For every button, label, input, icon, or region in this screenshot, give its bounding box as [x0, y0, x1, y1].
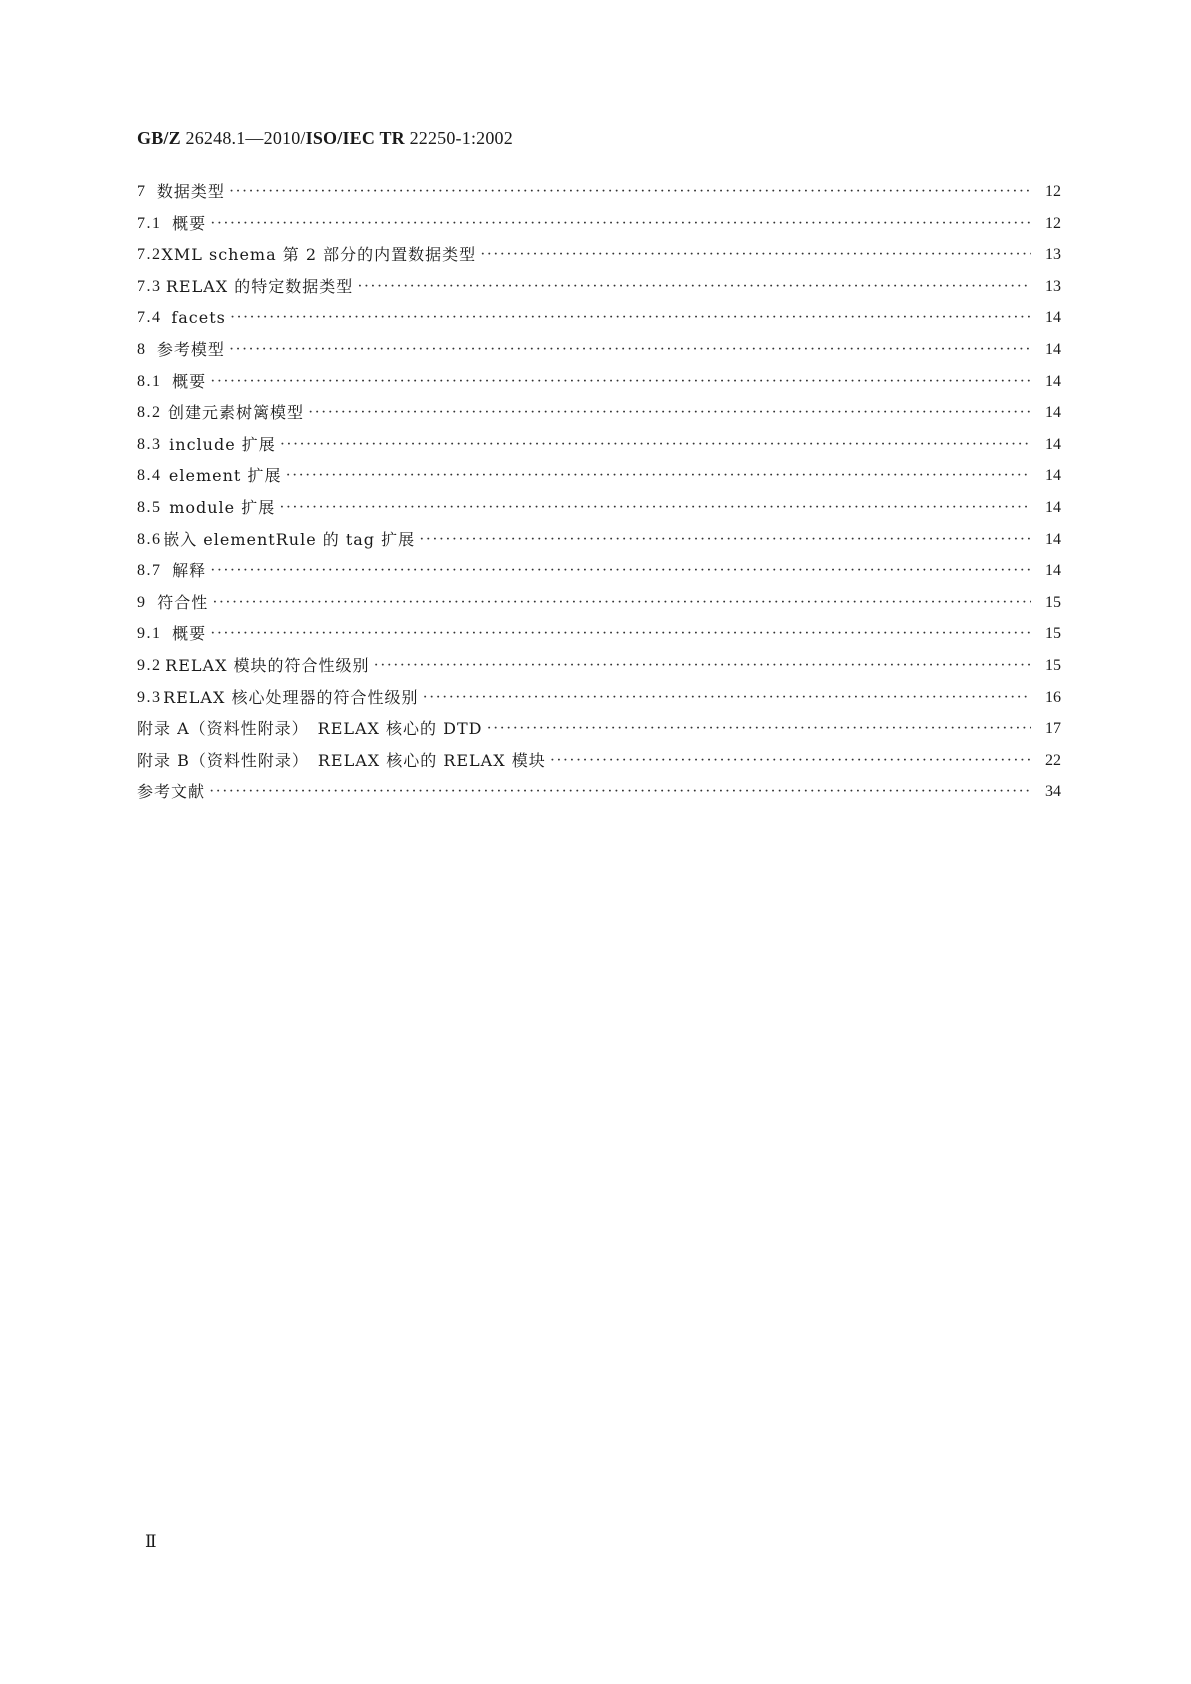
toc-entry-number: 8.6 — [137, 530, 162, 548]
toc-entry-title: 概要 — [172, 624, 207, 644]
toc-dot-leader — [285, 465, 1031, 487]
toc-entry-title: 参考文献 — [137, 782, 206, 802]
toc-entry-number: 7 — [137, 183, 147, 200]
toc-dot-leader — [210, 213, 1031, 235]
toc-entry-page: 14 — [1045, 498, 1061, 516]
toc-entry-title: include 扩展 — [169, 434, 276, 454]
toc-entry-title: 数据类型 — [156, 182, 225, 201]
toc-entry-number: 7.3 — [137, 277, 162, 295]
document-header — [137, 128, 513, 149]
toc-entry-page: 15 — [1045, 656, 1061, 674]
toc-entry-page: 14 — [1045, 562, 1061, 580]
toc-entry-page: 34 — [1045, 783, 1061, 801]
toc-dot-leader — [419, 529, 1031, 551]
toc-dot-leader — [422, 687, 1031, 709]
toc-entry[interactable] — [137, 371, 1061, 403]
toc-entry-number: 8.3 — [137, 435, 162, 453]
toc-entry-title: RELAX 的特定数据类型 — [165, 276, 354, 296]
toc-entry-number: 7.4 — [137, 309, 162, 327]
toc-dot-leader — [374, 655, 1031, 677]
toc-entry-page: 14 — [1045, 372, 1061, 390]
toc-dot-leader — [212, 592, 1031, 614]
toc-entry-page: 17 — [1045, 720, 1061, 738]
toc-entry-number: 8.1 — [137, 372, 162, 390]
toc-entry-title: element 扩展 — [168, 466, 282, 486]
toc-entry[interactable] — [137, 750, 1061, 782]
toc-entry-number: 8.5 — [137, 498, 162, 516]
toc-entry-page: 12 — [1045, 214, 1061, 232]
toc-entry-page: 13 — [1045, 277, 1061, 295]
header-standard-prefix: GB/Z — [137, 128, 181, 148]
toc-entry[interactable] — [137, 339, 1061, 371]
toc-entry[interactable] — [137, 592, 1061, 624]
toc-entry[interactable] — [137, 434, 1061, 466]
table-of-contents — [137, 181, 1061, 813]
toc-dot-leader — [357, 276, 1031, 298]
toc-entry-number: 9.1 — [137, 625, 162, 643]
header-standard-number: 26248.1—2010/ — [185, 128, 306, 148]
toc-entry-number: 7.2 — [137, 246, 162, 264]
toc-dot-leader — [550, 750, 1031, 772]
toc-entry[interactable] — [137, 718, 1061, 750]
page-number: Ⅱ — [145, 1532, 157, 1551]
toc-entry[interactable] — [137, 781, 1061, 813]
toc-entry-page: 14 — [1045, 309, 1061, 327]
toc-dot-leader — [210, 371, 1031, 393]
toc-entry-page: 14 — [1045, 435, 1061, 453]
toc-entry[interactable] — [137, 402, 1061, 434]
toc-entry-title: module 扩展 — [169, 497, 276, 517]
toc-dot-leader — [486, 718, 1031, 740]
toc-entry[interactable] — [137, 687, 1061, 719]
toc-entry-page: 22 — [1045, 751, 1061, 769]
toc-entry-title: RELAX 核心处理器的符合性级别 — [163, 687, 419, 707]
toc-dot-leader — [229, 181, 1031, 203]
toc-entry-page: 14 — [1045, 404, 1061, 422]
toc-entry-title: 概要 — [172, 371, 207, 391]
toc-entry-title: 创建元素树篱模型 — [167, 403, 304, 423]
toc-dot-leader — [308, 402, 1031, 424]
header-iso-number: 22250-1:2002 — [409, 128, 513, 148]
toc-entry-number: 9.3 — [137, 688, 162, 706]
toc-entry-number: 9.2 — [137, 656, 162, 674]
toc-entry-title: RELAX 模块的符合性级别 — [165, 655, 370, 675]
toc-dot-leader — [280, 434, 1031, 456]
toc-entry-page: 15 — [1045, 593, 1061, 611]
toc-entry-title: 附录 B（资料性附录） RELAX 核心的 RELAX 模块 — [137, 750, 546, 770]
toc-dot-leader — [209, 781, 1031, 803]
toc-dot-leader — [229, 339, 1031, 361]
toc-entry-page: 14 — [1045, 467, 1061, 485]
toc-dot-leader — [210, 623, 1031, 645]
toc-entry[interactable] — [137, 560, 1061, 592]
toc-dot-leader — [279, 497, 1031, 519]
toc-entry[interactable] — [137, 181, 1061, 213]
toc-entry[interactable] — [137, 465, 1061, 497]
toc-entry[interactable] — [137, 497, 1061, 529]
toc-entry-number: 9 — [137, 593, 147, 611]
toc-entry-title: 解释 — [172, 561, 207, 581]
toc-entry-title: facets — [171, 308, 226, 328]
toc-entry[interactable] — [137, 244, 1061, 276]
toc-entry-page: 14 — [1045, 340, 1061, 358]
toc-entry-page: 12 — [1045, 183, 1061, 200]
toc-dot-leader — [480, 244, 1031, 266]
toc-entry-number: 8.4 — [137, 467, 162, 485]
toc-dot-leader — [230, 307, 1031, 329]
toc-entry-page: 14 — [1045, 530, 1061, 548]
toc-entry-title: 符合性 — [157, 592, 209, 612]
toc-entry-title: 概要 — [172, 213, 207, 233]
toc-entry-title: 参考模型 — [156, 339, 225, 359]
toc-entry[interactable] — [137, 276, 1061, 308]
toc-entry-number: 7.1 — [137, 214, 162, 232]
toc-entry[interactable] — [137, 529, 1061, 561]
toc-entry-title: 附录 A（资料性附录） RELAX 核心的 DTD — [137, 719, 483, 739]
toc-entry-page: 15 — [1045, 625, 1061, 643]
header-iso-prefix: ISO/IEC TR — [305, 128, 405, 148]
toc-entry-title: 嵌入 elementRule 的 tag 扩展 — [163, 529, 416, 549]
toc-entry[interactable] — [137, 307, 1061, 339]
toc-dot-leader — [210, 560, 1031, 582]
toc-entry-page: 13 — [1045, 246, 1061, 264]
toc-entry-number: 8 — [137, 340, 147, 358]
toc-entry-number: 8.7 — [137, 562, 162, 580]
toc-entry[interactable] — [137, 623, 1061, 655]
toc-entry-page: 16 — [1045, 688, 1061, 706]
toc-entry-title: XML schema 第 2 部分的内置数据类型 — [161, 245, 477, 265]
toc-entry[interactable] — [137, 655, 1061, 687]
toc-entry-number: 8.2 — [137, 404, 162, 422]
toc-entry[interactable] — [137, 213, 1061, 245]
